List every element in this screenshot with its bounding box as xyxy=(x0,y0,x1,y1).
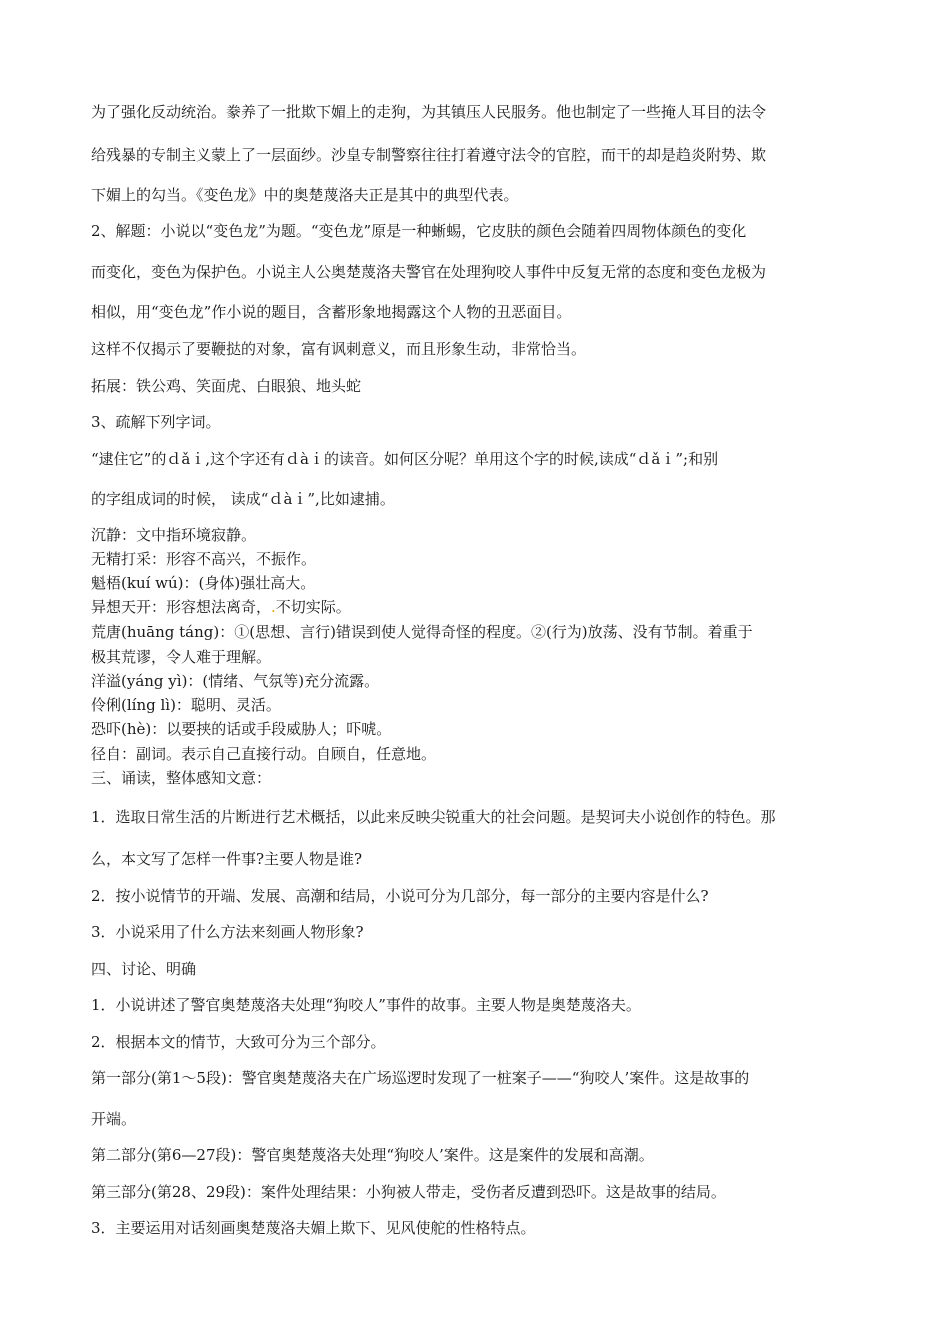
text-line: 2．根据本文的情节，大致可分为三个部分。 xyxy=(91,1033,386,1051)
text-line: 荒唐(huāng táng)：①(思想、言行)错误到使人觉得奇怪的程度。②(行为)放荡、没有节制。着重于 xyxy=(91,623,753,641)
text-line: 1．小说讲述了警官奥楚蔑洛夫处理“狗咬人”事件的故事。主要人物是奥楚蔑洛夫。 xyxy=(91,996,641,1014)
text-line: 给残暴的专制主义蒙上了一层面纱。沙皇专制警察往往打着遵守法令的官腔，而干的却是趋炎附势、欺 xyxy=(91,146,767,164)
text-line: 3、疏解下列字词。 xyxy=(91,413,221,431)
text-line: 的字组成词的时候， 读成“ｄàｉ”,比如逮捕。 xyxy=(91,490,395,508)
text-line: 3．小说采用了什么方法来刻画人物形象? xyxy=(91,923,364,941)
text-line: “逮住它”的ｄǎｉ,这个字还有ｄàｉ的读音。如何区分呢？单用这个字的时候,读成“ｄǎｉ”;和别 xyxy=(91,450,719,468)
text-line: 这样不仅揭示了要鞭挞的对象，富有讽刺意义，而且形象生动，非常恰当。 xyxy=(91,340,587,358)
text-segment: 不切实际。 xyxy=(275,598,351,616)
text-line: 3．主要运用对话刻画奥楚蔑洛夫媚上欺下、见风使舵的性格特点。 xyxy=(91,1219,536,1237)
text-line: 下媚上的勾当。《变色龙》中的奥楚蔑洛夫正是其中的典型代表。 xyxy=(91,186,519,204)
text-line: 么，本文写了怎样一件事?主要人物是谁? xyxy=(91,850,363,868)
text-marker: . xyxy=(271,598,276,616)
text-line: 第三部分(第28、29段)：案件处理结果：小狗被人带走，受伤者反遭到恐吓。这是故事的结局。 xyxy=(91,1183,726,1201)
text-line: 拓展：铁公鸡、笑面虎、白眼狼、地头蛇 xyxy=(91,377,362,395)
text-line: 四、讨论、明确 xyxy=(91,960,197,978)
text-line: 三、诵读，整体感知文意： xyxy=(91,769,272,787)
text-line: 径自：副词。表示自己直接行动。自顾自，任意地。 xyxy=(91,745,437,763)
text-line: 2．按小说情节的开端、发展、高潮和结局，小说可分为几部分，每一部分的主要内容是什么? xyxy=(91,887,709,905)
text-line: 洋溢(yáng yì)：(情绪、气氛等)充分流露。 xyxy=(91,672,380,690)
text-line: 魁梧(kuí wú)：(身体)强壮高大。 xyxy=(91,574,316,592)
text-line: 为了强化反动统治。豢养了一批欺下媚上的走狗，为其镇压人民服务。他也制定了一些掩人耳目的法令 xyxy=(91,103,767,121)
text-segment: 异想天开：形容想法离奇， xyxy=(91,598,272,616)
text-line: 极其荒谬，令人难于理解。 xyxy=(91,648,272,666)
text-line: 伶俐(líng lì)：聪明、灵活。 xyxy=(91,696,281,714)
text-line: 第二部分(第6—27段)：警官奥楚蔑洛夫处理“狗咬人’案件。这是案件的发展和高潮。 xyxy=(91,1146,654,1164)
text-line: 沉静：文中指环境寂静。 xyxy=(91,526,257,544)
text-line xyxy=(91,597,351,617)
text-line: 2、解题：小说以“变色龙”为题。“变色龙”原是一种蜥蜴，它皮肤的颜色会随着四周物体颜色的变化 xyxy=(91,222,747,240)
text-line: 无精打采：形容不高兴，不振作。 xyxy=(91,550,317,568)
text-line: 相似，用“变色龙”作小说的题目，含蓄形象地揭露这个人物的丑恶面目。 xyxy=(91,303,572,321)
text-line: 而变化，变色为保护色。小说主人公奥楚蔑洛夫警官在处理狗咬人事件中反复无常的态度和变色龙极为 xyxy=(91,263,767,281)
text-line: 恐吓(hè)：以要挟的话或手段威胁人；吓唬。 xyxy=(91,720,392,738)
text-line: 开端。 xyxy=(91,1110,137,1128)
text-line: 1．选取日常生活的片断进行艺术概括，以此来反映尖锐重大的社会问题。是契诃夫小说创作的特色。那 xyxy=(91,808,776,826)
text-line: 第一部分(第1～5段)：警官奥楚蔑洛夫在广场巡逻时发现了一桩案子——“狗咬人’案件。这是故事的 xyxy=(91,1069,750,1087)
